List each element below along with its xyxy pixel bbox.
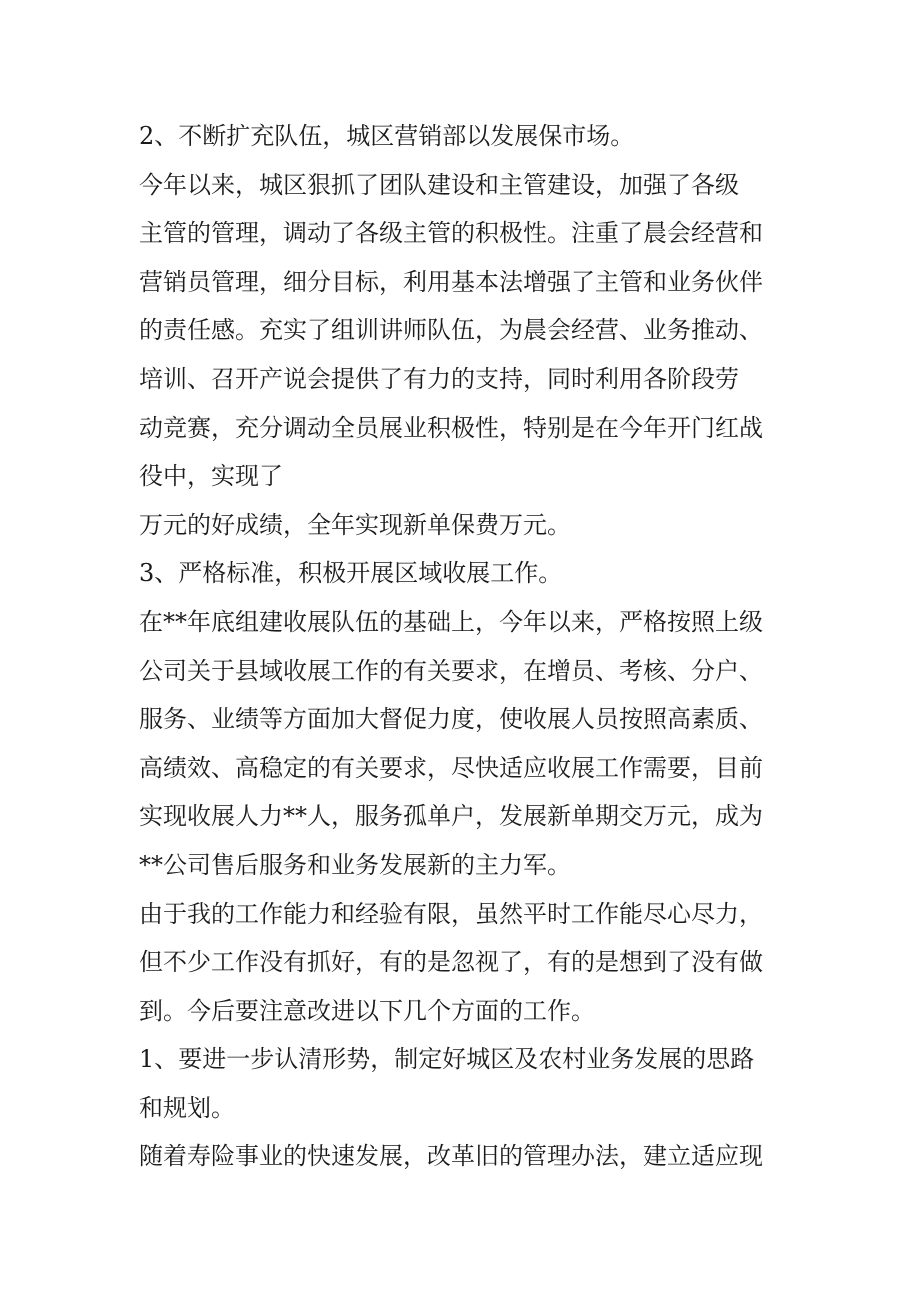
paragraph-line: 和规划。 xyxy=(139,1093,235,1122)
section-heading-3: 3、严格标准，积极开展区域收展工作。 xyxy=(139,559,563,588)
paragraph-line: 培训、召开产说会提供了有力的支持，同时利用各阶段劳 xyxy=(139,364,739,393)
paragraph-line: 但不少工作没有抓好，有的是忽视了，有的是想到了没有做 xyxy=(139,948,763,977)
paragraph-line: 今年以来，城区狠抓了团队建设和主管建设，加强了各级 xyxy=(139,170,739,199)
document-body xyxy=(139,112,799,1181)
paragraph-line: 服务、业绩等方面加大督促力度，使收展人员按照高素质、 xyxy=(139,705,763,734)
paragraph-line: 营销员管理，细分目标，利用基本法增强了主管和业务伙伴 xyxy=(139,267,763,296)
section-heading-2: 2、不断扩充队伍，城区营销部以发展保市场。 xyxy=(139,122,635,150)
paragraph-line: 随着寿险事业的快速发展，改革旧的管理办法，建立适应现 xyxy=(139,1142,763,1171)
paragraph-line: 高绩效、高稳定的有关要求，尽快适应收展工作需要，目前 xyxy=(139,753,763,782)
paragraph-line: 万元的好成绩，全年实现新单保费万元。 xyxy=(139,510,571,539)
paragraph-line: 到。今后要注意改进以下几个方面的工作。 xyxy=(139,996,595,1025)
paragraph-line: 在**年底组建收展队伍的基础上，今年以来，严格按照上级 xyxy=(139,607,763,636)
paragraph-line: 由于我的工作能力和经验有限，虽然平时工作能尽心尽力， xyxy=(139,899,763,928)
paragraph-line: 主管的管理，调动了各级主管的积极性。注重了晨会经营和 xyxy=(139,219,763,248)
paragraph-line: 役中，实现了 xyxy=(139,462,283,491)
section-heading-1: 1、要进一步认清形势，制定好城区及农村业务发展的思路 xyxy=(139,1045,755,1074)
paragraph-line: 的责任感。充实了组训讲师队伍，为晨会经营、业务推动、 xyxy=(139,316,763,345)
paragraph-line: 动竞赛，充分调动全员展业积极性，特别是在今年开门红战 xyxy=(139,413,763,442)
paragraph-line: 公司关于县域收展工作的有关要求，在增员、考核、分户、 xyxy=(139,656,763,685)
paragraph-line: **公司售后服务和业务发展新的主力军。 xyxy=(139,850,571,879)
paragraph-line: 实现收展人力**人，服务孤单户，发展新单期交万元，成为 xyxy=(139,802,763,831)
